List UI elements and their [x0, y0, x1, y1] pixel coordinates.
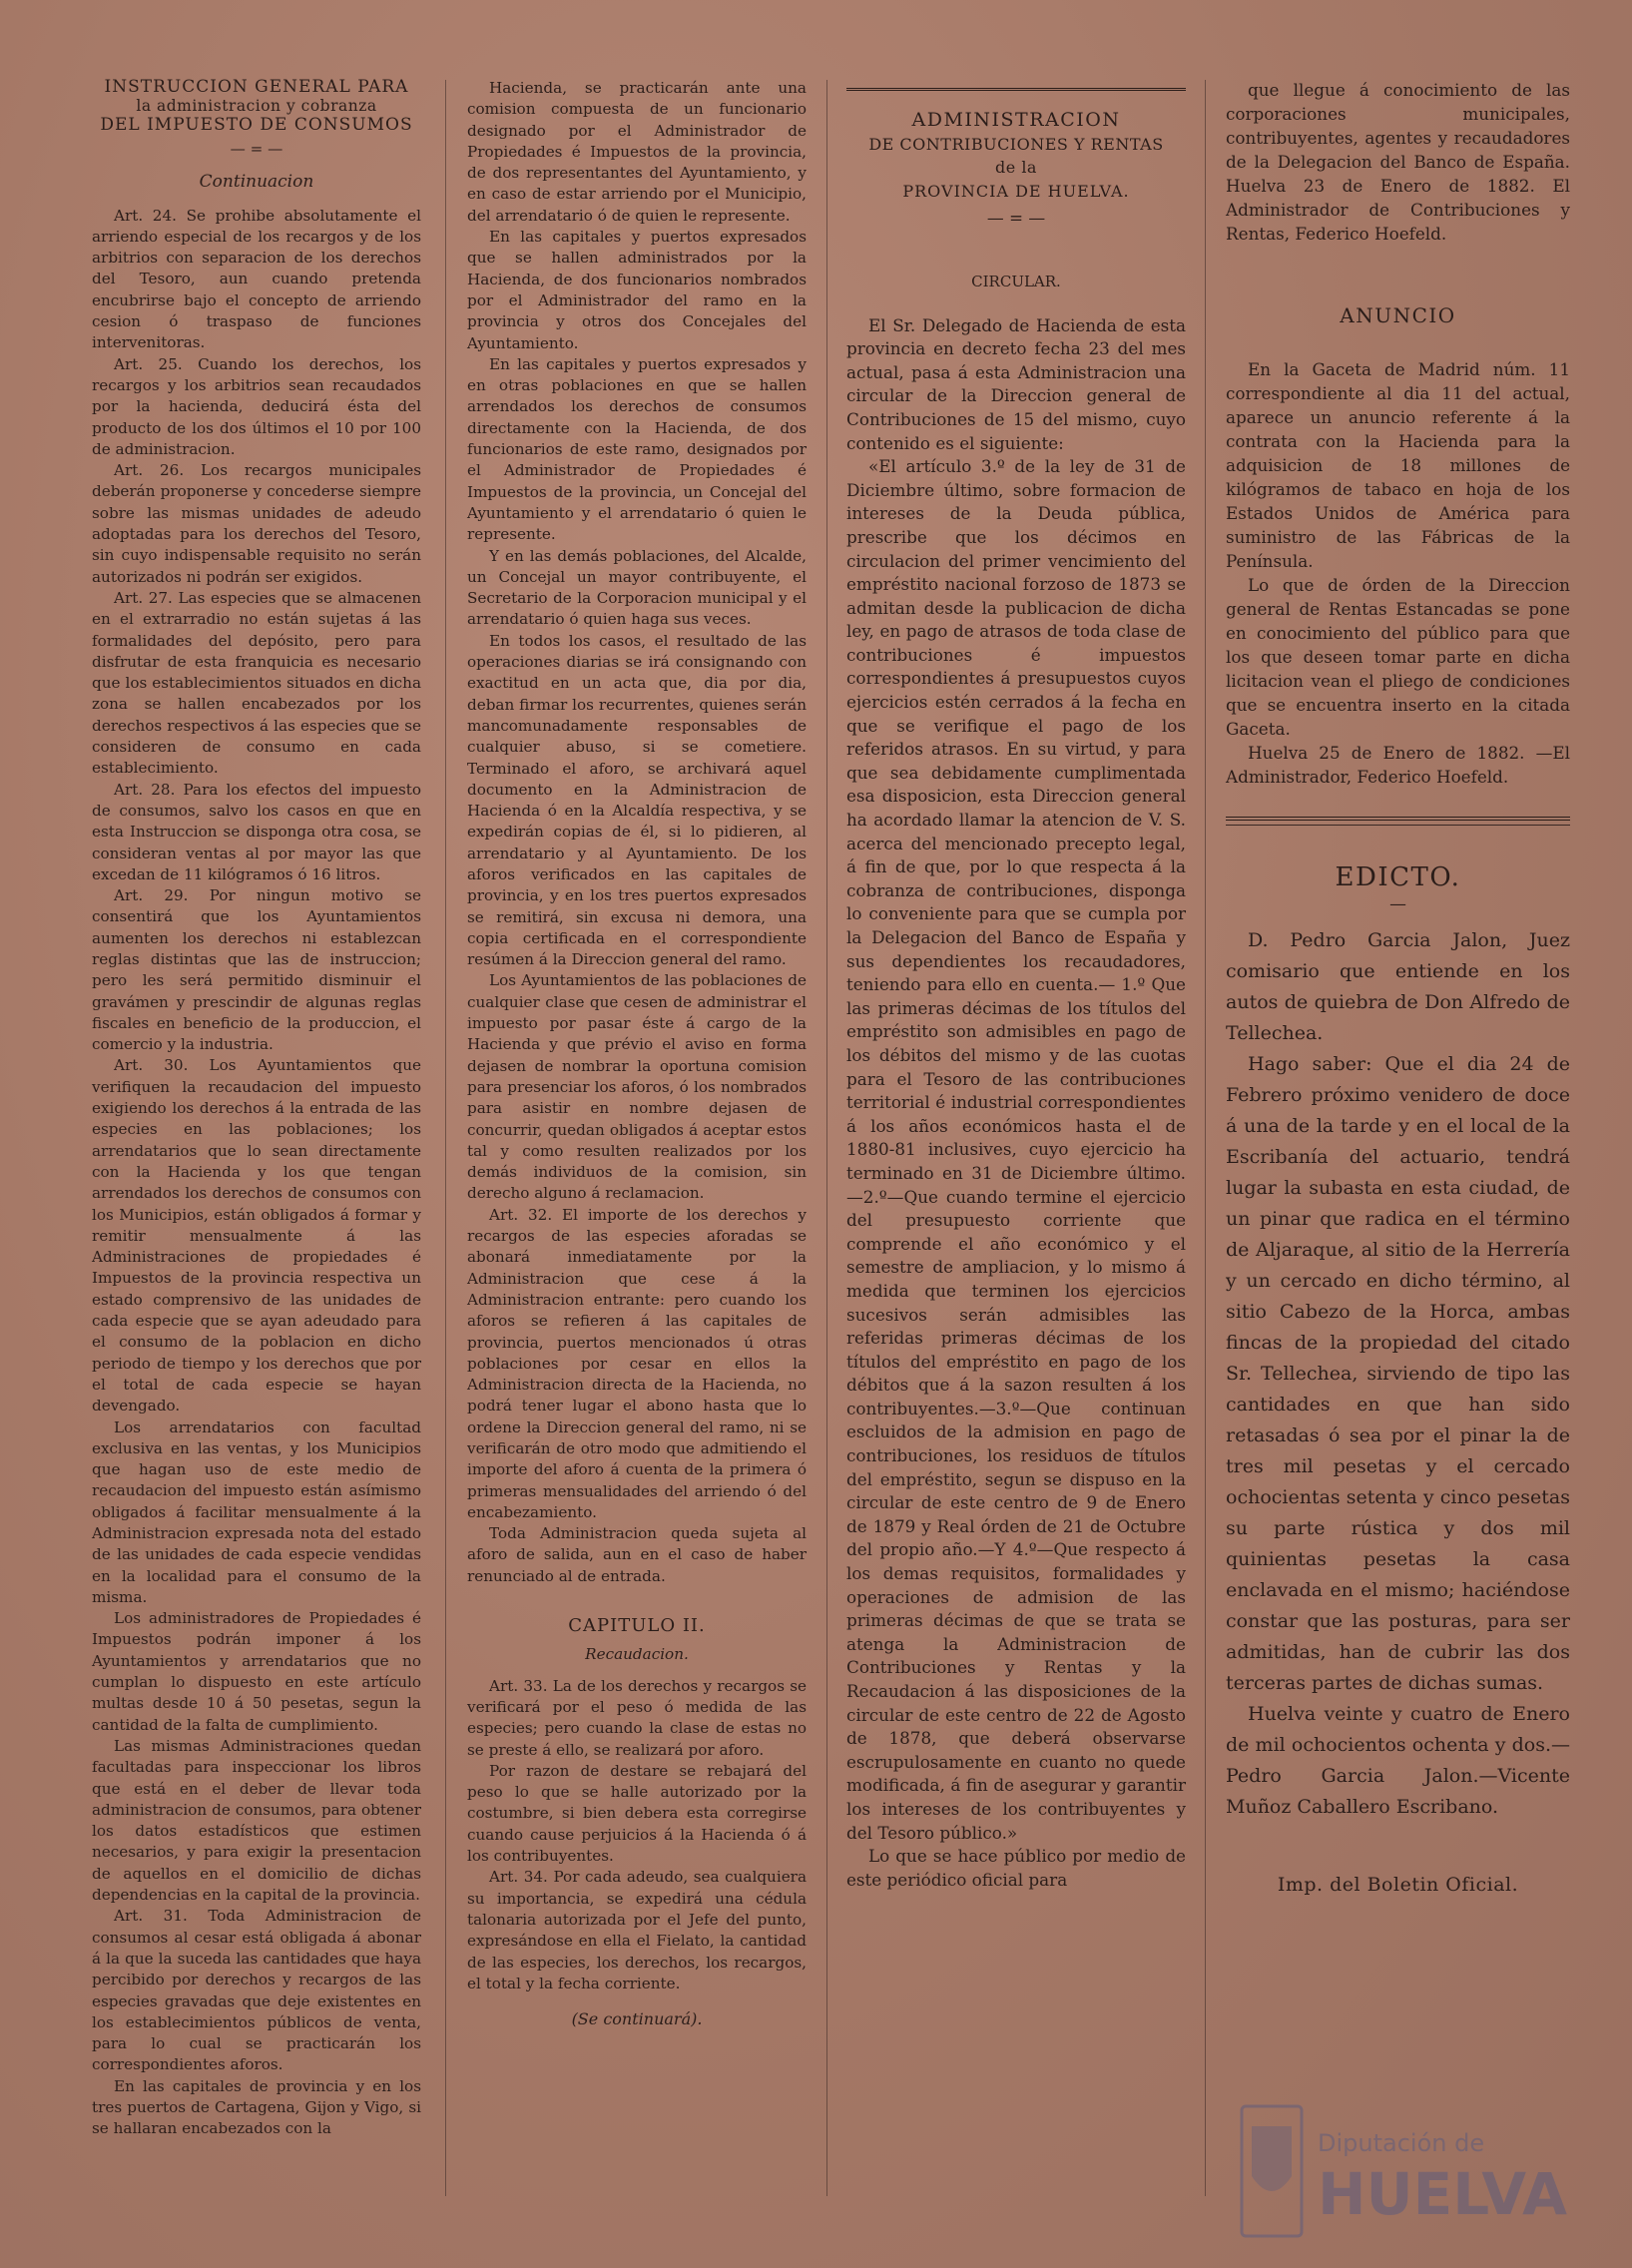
- admin-heading: ADMINISTRACION: [911, 109, 1121, 131]
- article-paragraph: En las capitales de provincia y en los tres puertos de Cartagena, Gijon y Vigo, si se hallaran encabezados con la: [92, 2076, 421, 2138]
- ornament-rule: — = —: [986, 208, 1046, 229]
- column-4: [1226, 78, 1570, 1897]
- column-divider: [826, 80, 827, 2196]
- article-paragraph: Toda Administracion queda sujeta al aforo de salida, aun en el caso de haber renunciado al de entrada.: [467, 1524, 807, 1585]
- article-paragraph: En las capitales y puertos expresados y en otras poblaciones en que se hallen arrendados los derechos de consumos directamente con la Hacienda, de dos funcionarios de este ramo, designados por el Administrador de Propiedades é Impuestos de la provincia, un Concejal del Ayuntamiento y el arrendatario ó quien le represente.: [467, 354, 807, 544]
- admin-province: PROVINCIA DE HUELVA.: [902, 181, 1130, 201]
- title-line: INSTRUCCION GENERAL PARA: [104, 77, 409, 97]
- article-paragraph: Los Ayuntamientos de las poblaciones de cualquier clase que cesen de administrar el impuesto por pasar éste á cargo de la Hacienda y que prévio el aviso en forma dejasen de nombrar la oportuna comision para presenciar los aforos, ó los nombrados para asistir en nombre dejasen de concurrir, quedan obligados á aceptar estos tal y como resulten realizados por los demás individuos de la comision, sin derecho alguno á reclamacion.: [467, 971, 807, 1203]
- article-paragraph: Hacienda, se practicarán ante una comision compuesta de un funcionario designado por el Administrador de Propiedades é Impuestos de la provincia, de dos representantes del Ayuntamiento, y en caso de estar arriendo por el Municipio, del arrendatario ó de quien le represente.: [467, 79, 807, 225]
- article-paragraph: Art. 24. Se prohibe absolutamente el arriendo especial de los recargos y de los arbitrios con separacion de los derechos del Tesoro, aun cuando pretenda encubrirse bajo el concepto de arriendo cesion ó traspaso de funciones intervenitoras.: [92, 206, 421, 352]
- to-be-continued: (Se continuará).: [571, 2009, 703, 2029]
- anuncio-paragraph: Huelva 25 de Enero de 1882. —El Administrador, Federico Hoefeld.: [1226, 743, 1570, 787]
- circular-body: [846, 314, 1186, 1893]
- edicto-paragraph: Huelva veinte y cuatro de Enero de mil ochocientos ochenta y dos.—Pedro Garcia Jalon.—Vicente Muñoz Caballero Escribano.: [1226, 1703, 1570, 1818]
- edicto-heading: EDICTO.: [1335, 862, 1461, 892]
- circular-paragraph: que llegue á conocimiento de las corporaciones municipales, contribuyentes, agentes y recaudadores de la Delegacion del Banco de España. Huelva 23 de Enero de 1882. El Administrador de Contribuciones y Rentas, Federico Hoefeld.: [1226, 80, 1570, 244]
- article-paragraph: Los administradores de Propiedades é Impuestos podrán imponer á los Ayuntamientos y arrendatarios que no cumplan lo dispuesto en este artículo multas desde 10 á 50 pesetas, segun la cantidad de la falta de cumplimiento.: [92, 1609, 421, 1734]
- article-paragraph: Los arrendatarios con facultad exclusiva en las ventas, y los Municipios que hagan uso de este medio de recaudacion del impuesto están asímismo obligados á facilitar mensualmente á la Administracion expresada nota del estado de las unidades de cada especie vendidas en la localidad para el consumo de la misma.: [92, 1418, 421, 1606]
- article-paragraph: Art. 31. Toda Administracion de consumos al cesar está obligada á abonar á la que la suceda las cantidades que haya percibido por derechos y recargos de las especies gravadas que deje existentes en los establecimientos públicos de venta, para lo cual se practicarán los correspondientes aforos.: [92, 1907, 421, 2074]
- article-paragraph: Art. 32. El importe de los derechos y recargos de las especies aforadas se abonará inmediatamente por la Administracion que cese á la Administracion entrante: pero cuando los aforos se refieren á las capitales de provincia, puertos mencionados ú otras poblaciones por cesar en ellos la Administracion directa de la Hacienda, no podrá tener lugar el abono hasta que lo ordene la Direccion general del ramo, ni se verificarán de otro modo que admitiendo el importe del aforo á cuenta de la primera ó primeras mensualidades del arriendo ó del encabezamiento.: [467, 1205, 807, 1521]
- anuncio-paragraph: En la Gaceta de Madrid núm. 11 correspondiente al dia 11 del actual, aparece un anuncio referente á la contrata con la Hacienda para la adquisicion de 18 millones de kilógramos de tabaco en hoja de los Estados Unidos de América para suministro de las Fábricas de la Península.: [1226, 359, 1570, 571]
- chapter-articles: [467, 1676, 807, 1994]
- diputacion-seal-watermark: [1238, 2096, 1567, 2246]
- circular-label: CIRCULAR.: [971, 272, 1061, 290]
- article-paragraph: Art. 25. Cuando los derechos, los recargos y los arbitrios sean recaudados por la hacienda, deducirá ésta del producto de los dos últimos el 10 por 100 de administracion.: [92, 354, 421, 458]
- article-paragraph: En las capitales y puertos expresados que se hallen administrados por la Hacienda, de dos funcionarios nombrados por el Administrador del ramo en la provincia y otros dos Concejales del Ayuntamiento.: [467, 228, 807, 352]
- admin-subheading: DE CONTRIBUCIONES Y RENTAS: [868, 134, 1164, 154]
- anuncio-paragraph: Lo que de órden de la Direccion general de Rentas Estancadas se pone en conocimiento del público para que los que deseen tomar parte en dicha licitacion vean el pliego de condiciones que se encuentra inserto en la citada Gaceta.: [1226, 575, 1570, 739]
- edicto-paragraph: Hago saber: Que el dia 24 de Febrero próximo venidero de doce á una de la tarde y en el local de la Escribanía del actuario, tendrá lugar la subasta en esta ciudad, de un pinar que radica en el término de Aljaraque, al sitio de la Herrería y un cercado en dicho término, al sitio Cabezo de la Horca, ambas fincas de la propiedad del citado Sr. Tellechea, sirviendo de tipo las cantidades en que han sido retasadas ó sea por el pinar la de tres mil pesetas y el cercado ochocientas setenta y cinco pesetas su parte rústica y dos mil quinientas pesetas la casa enclavada en el mismo; haciéndose constar que las posturas, para ser admitidas, han de cubrir las dos terceras partes de dichas sumas.: [1226, 1053, 1570, 1694]
- circular-conclusion: [1226, 78, 1570, 246]
- edicto-dash: —: [1389, 893, 1406, 913]
- instruction-articles-cont: [467, 78, 807, 1587]
- continuation-label: Continuacion: [199, 172, 314, 193]
- title-line: la administracion y cobranza: [136, 97, 377, 115]
- instruction-title: [92, 78, 421, 135]
- article-paragraph: Art. 28. Para los efectos del impuesto de consumos, salvo los casos en que en esta Instruccion se disponga otra cosa, se consideran ventas al por mayor las que excedan de 11 kilógramos ó 16 litros.: [92, 780, 421, 883]
- article-paragraph: Art. 27. Las especies que se almacenen en el extrarradio no están sujetas á las formalidades del depósito, pero para disfrutar de esta franquicia es necesario que los establecimientos situados en dicha zona se hallen encabezados por los derechos respectivos á las especies que se consideren de consumo en cada establecimiento.: [92, 588, 421, 778]
- column-1: [92, 78, 421, 2140]
- article-paragraph: Art. 34. Por cada adeudo, sea cualquiera su importancia, se expedirá una cédula talonaria autorizada por el Jefe del punto, expresándose en ella el Fielato, la cantidad de las especies, los derechos, los recargos, el total y la fecha corriente.: [467, 1868, 807, 1992]
- article-paragraph: Las mismas Administraciones quedan facultadas para inspeccionar los libros que está en el deber de llevar toda administracion de consumos, para obtener los datos estadísticos que estimen necesarios, y para exigir la presentacion de aquellos en el domicilio de dichas dependencias en la capital de la provincia.: [92, 1736, 421, 1905]
- article-paragraph: Art. 29. Por ningun motivo se consentirá que los Ayuntamientos aumenten los derechos ni establezcan reglas distintas que las de instruccion; pero les será permitido disminuir el gravámen y prescindir de algunas reglas fiscales en beneficio de la produccion, el comercio y la industria.: [92, 886, 421, 1054]
- seal-line: HUELVA: [1318, 2160, 1567, 2228]
- column-2: [467, 78, 807, 2029]
- circular-paragraph: El Sr. Delegado de Hacienda de esta provincia en decreto fecha 23 del mes actual, pasa á esta Administracion una circular de la Direccion general de Contribuciones de 15 del mismo, cuyo contenido es el siguiente:: [846, 314, 1186, 453]
- chapter-subheading: Recaudacion.: [585, 1645, 689, 1664]
- column-divider: [1205, 80, 1206, 2196]
- article-paragraph: Art. 30. Los Ayuntamientos que verifiquen la recaudacion del impuesto exigiendo los derechos á la entrada de las especies en las poblaciones; los arrendatarios que lo sean directamente con la Hacienda y los que tengan arrendados los derechos de consumos con los Municipios, están obligados á formar y remitir mensualmente á las Administraciones de propiedades é Impuestos de la provincia respectiva un estado comprensivo de las unidades de cada especie que se ayan adeudado para el consumo de la poblacion en dicho periodo de tiempo y los derechos que por el total de cada especie se hayan devengado.: [92, 1056, 421, 1416]
- anuncio-heading: ANUNCIO: [1340, 303, 1456, 327]
- anuncio-body: [1226, 357, 1570, 789]
- column-3: [846, 78, 1186, 1892]
- admin-subheading-of: de la: [995, 158, 1037, 178]
- column-divider: [445, 80, 446, 2196]
- chapter-heading: CAPITULO II.: [568, 1615, 706, 1637]
- section-divider: [1226, 817, 1570, 826]
- article-paragraph: Y en las demás poblaciones, del Alcalde, un Concejal un mayor contribuyente, el Secretario de la Corporacion municipal y el arrendatario ó quien haga sus veces.: [467, 546, 807, 629]
- title-line: DEL IMPUESTO DE CONSUMOS: [100, 115, 413, 135]
- imprint-line: Imp. del Boletin Oficial.: [1277, 1874, 1519, 1896]
- circular-paragraph: «El artículo 3.º de la ley de 31 de Diciembre último, sobre formacion de intereses de la Deuda pública, prescribe que los décimos en circulacion del primer vencimiento del empréstito nacional forzoso de 1873 se admitan desde la publicacion de dicha ley, en pago de atrasos de toda clase de contribuciones é impuestos correspondientes á presupuestos cuyos ejercicios estén cerrados á la fecha en que se verifique el pago de los referidos atrasos. En su virtud, y para que sea debidamente cumplimentada esa disposicion, esta Direccion general ha acordado llamar la atencion de V. S. acerca del mencionado precepto legal, á fin de que, por lo que respecta á la cobranza de contribuciones, disponga lo conveniente para que se cumpla por la Delegacion del Banco de España y sus dependientes los recaudadores, teniendo para ello en cuenta.— 1.º Que las primeras décimas de los títulos del empréstito son admisibles en pago de los débitos del mismo y de las cuotas para el Tesoro de las contribuciones territorial é industrial correspondientes á los años económicos hasta el de 1880-81 inclusives, cuyo ejercicio ha terminado en 31 de Diciembre último.—2.º—Que cuando termine el ejercicio del presupuesto corriente que comprende el año económico y el semestre de ampliacion, y lo mismo á medida que terminen los ejercicios sucesivos serán admisibles las referidas primeras décimas de los títulos del empréstito en pago de los débitos que á la sazon resulten á los contribuyentes.—3.º—Que continuan escluidos de la admision en pago de contribuciones, los residuos de títulos del empréstito, segun se dispuso en la circular de este centro de 9 de Enero de 1879 y Real órden de 21 de Octubre del propio año.—Y 4.º—Que respecto á los demas requisitos, formalidades y operaciones de admision de las primeras décimas de que se trata se atenga la Administracion de Contribuciones y Rentas y la Recaudacion á las disposiciones de la circular de este centro de 22 de Agosto de 1878, que deberá observarse escrupulosamente en cuanto no quede modificada, á fin de asegurar y garantir los intereses de los contribuyentes y del Tesoro público.»: [846, 456, 1186, 1843]
- article-paragraph: Art. 33. La de los derechos y recargos se verificará por el peso ó medida de las especies; pero cuando la clase de estas no se preste á ello, se realizará por aforo.: [467, 1676, 807, 1759]
- edicto-body: [1226, 925, 1570, 1823]
- circular-paragraph: Lo que se hace público por medio de este periódico oficial para: [846, 1846, 1186, 1890]
- article-paragraph: Por razon de destare se rebajará del peso lo que se halle autorizado por la costumbre, si bien debera esta corregirse cuando cause perjuicios á la Hacienda ó á los contribuyentes.: [467, 1761, 807, 1866]
- seal-line: Diputación de: [1318, 2129, 1485, 2157]
- instruction-articles: [92, 206, 421, 2140]
- article-paragraph: En todos los casos, el resultado de las operaciones diarias se irá consignando con exactitud en un acta que, dia por dia, deban firmar los recurrentes, quienes serán mancomunadamente responsables de cualquier abuso, si se cometiere. Terminado el aforo, se archivará aquel documento en la Administracion de Hacienda ó en la Alcaldía respectiva, y se expedirán copias de él, si lo pidieren, al arrendatario y al Ayuntamiento. De los aforos verificados en las capitales de provincia, y en los tres puertos expresados se remitirá, sin excusa ni demora, una copia certificada en el correspondiente resúmen á la Direccion general del ramo.: [467, 631, 807, 969]
- edicto-paragraph: D. Pedro Garcia Jalon, Juez comisario que entiende en los autos de quiebra de Don Alfredo de Tellechea.: [1226, 929, 1570, 1044]
- header-rule: [846, 88, 1186, 91]
- ornament-rule: — = —: [230, 140, 283, 158]
- article-paragraph: Art. 26. Los recargos municipales deberán proponerse y concederse siempre sobre las mismas unidades de adeudo adoptadas para los derechos del Tesoro, sin cuyo indispensable requisito no serán autorizados ni podrán ser exigidos.: [92, 461, 421, 586]
